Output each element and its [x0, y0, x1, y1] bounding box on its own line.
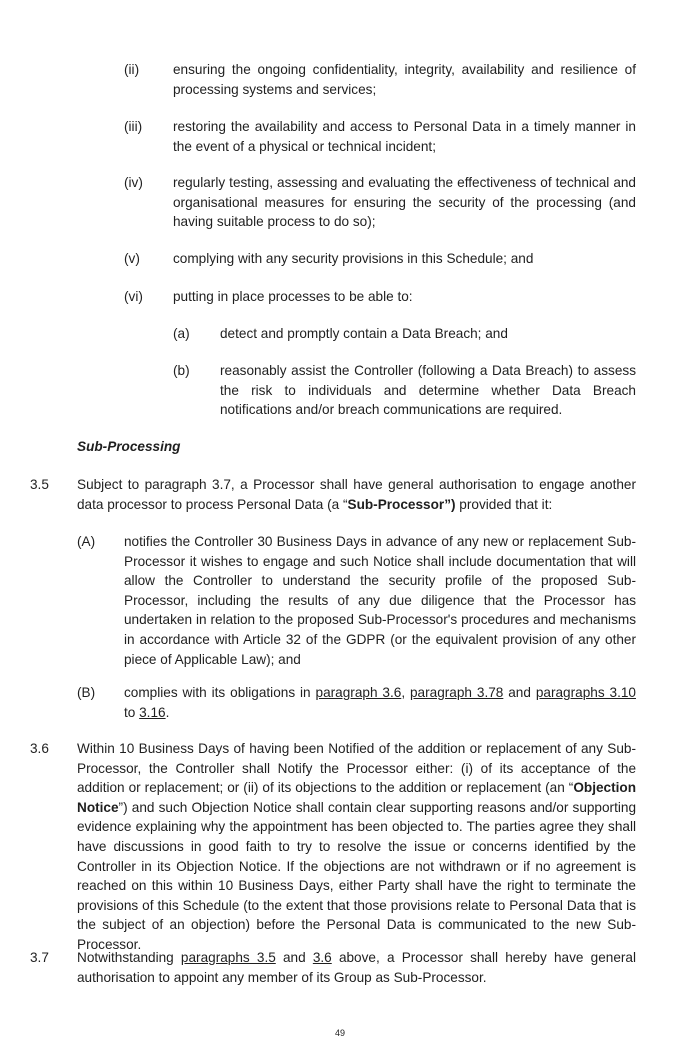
paragraph-number: 3.7: [30, 950, 49, 965]
list-item-text: ensuring the ongoing confidentiality, integrity, availability and resilience of processing systems and services;: [173, 62, 636, 97]
sublist-item-text: reasonably assist the Controller (following a Data Breach) to assess the risk to individuals and determine whether Data Breach notifications and/or breach communications are required.: [220, 363, 636, 418]
paragraph-3-7: Notwithstanding paragraphs 3.5 and 3.6 above, a Processor shall hereby have general authorisation to appoint any member of its Group as Sub-Processor.: [77, 950, 636, 985]
clause-number: (A): [77, 534, 96, 549]
defined-term: Objection Notice: [77, 780, 636, 815]
sublist-number: (b): [173, 363, 190, 378]
paragraph-number: 3.6: [30, 741, 49, 756]
cross-reference-link[interactable]: paragraphs 3.10: [535, 685, 636, 700]
cross-reference-link[interactable]: paragraph 3.78: [410, 685, 504, 700]
clause-b-text: complies with its obligations in paragraph 3.6, paragraph 3.78 and paragraphs 3.10 to 3.16.: [124, 685, 636, 720]
list-item-text: putting in place processes to be able to:: [173, 289, 413, 304]
list-item-text: complying with any security provisions in this Schedule; and: [173, 251, 534, 266]
defined-term: Sub-Processor”): [347, 496, 456, 512]
paragraph-number: 3.5: [30, 477, 49, 492]
page-number: 49: [334, 1028, 345, 1038]
list-number: (iii): [124, 119, 143, 134]
list-item-text: regularly testing, assessing and evaluating the effectiveness of technical and organisational measures for ensuring the security of the processing (and having suitable process to do so);: [173, 175, 636, 230]
cross-reference-link[interactable]: paragraph 3.6: [315, 685, 402, 700]
list-item-text: restoring the availability and access to Personal Data in a timely manner in the event of a physical or technical incident;: [173, 119, 636, 154]
list-number: (vi): [124, 289, 143, 304]
list-number: (ii): [124, 62, 140, 77]
sublist-number: (a): [173, 326, 190, 341]
cross-reference-link[interactable]: paragraphs 3.5: [180, 950, 276, 965]
list-number: (iv): [124, 175, 143, 190]
cross-reference-link[interactable]: 3.6: [312, 950, 332, 965]
paragraph-3-5: Subject to paragraph 3.7, a Processor shall have general authorisation to engage another data processor to process Personal Data (a “Sub-Processor”) provided that it:: [77, 477, 636, 512]
clause-a-text: notifies the Controller 30 Business Days in advance of any new or replacement Sub-Processor it wishes to engage and such Notice shall include documentation that will allow the Controller to understand the security profile of the proposed Sub-Processor, including the results of any due diligence that the Processor has undertaken in relation to the proposed Sub-Processor's procedures and mechanisms in accordance with Article 32 of the GDPR (or the equivalent provision of any other piece of Applicable Law); and: [124, 534, 636, 667]
clause-number: (B): [77, 685, 96, 700]
list-number: (v): [124, 251, 140, 266]
paragraph-3-6: Within 10 Business Days of having been Notified of the addition or replacement of any Sub-Processor, the Controller shall Notify the Processor either: (i) of its acceptance of the addition or replacement; or (ii) of its objections to the addition or replacement (an “Objection Notice”) and such Objection Notice shall contain clear supporting reasons and/or supporting evidence explaining why the appointment has been objected to. The parties agree they shall have discussions in good faith to try to resolve the issue or concerns identified by the Controller in its Objection Notice. If the objections are not withdrawn or if no agreement is reached on this within 10 Business Days, either Party shall have the right to terminate the provisions of this Schedule (to the extent that those provisions relate to Personal Data that is the subject of an objection) before the Personal Data is communicated to the new Sub-Processor.: [77, 741, 636, 952]
cross-reference-link[interactable]: 3.16: [139, 704, 166, 720]
section-heading: Sub-Processing: [77, 439, 181, 454]
sublist-item-text: detect and promptly contain a Data Breach; and: [220, 326, 508, 341]
